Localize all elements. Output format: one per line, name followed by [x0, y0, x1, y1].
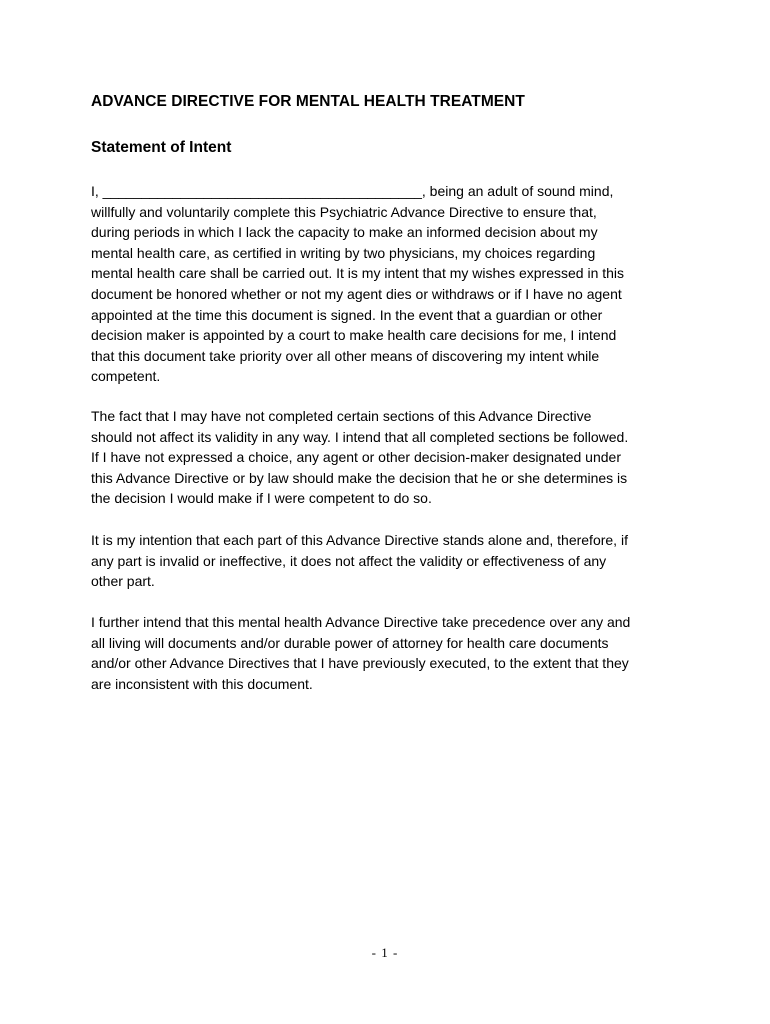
- paragraph-line: I further intend that this mental health Advance Directive take precedence over any and: [91, 614, 631, 630]
- paragraph-line: the decision I would make if I were competent to do so.: [91, 490, 432, 507]
- paragraph-line: willfully and voluntarily complete this Psychiatric Advance Directive to ensure that,: [91, 203, 597, 220]
- paragraph-line: during periods in which I lack the capacity to make an informed decision about my: [91, 224, 598, 241]
- paragraph-line: are inconsistent with this document.: [91, 675, 313, 692]
- paragraph-line: all living will documents and/or durable power of attorney for health care documents: [91, 634, 609, 651]
- paragraph-line: competent.: [91, 368, 161, 385]
- paragraph-line: It is my intention that each part of this Advance Directive stands alone and, therefore, if: [91, 532, 628, 548]
- section-heading: Statement of Intent: [91, 139, 232, 156]
- paragraph-validity: [91, 406, 691, 509]
- paragraph-line: I, _________________________________________, being an adult of sound mind,: [91, 183, 614, 199]
- paragraph-line: this Advance Directive or by law should make the decision that he or she determines is: [91, 469, 628, 486]
- paragraph-line: appointed at the time this document is signed. In the event that a guardian or other: [91, 306, 603, 323]
- paragraph-line: other part.: [91, 573, 155, 590]
- paragraph-line: that this document take priority over all other means of discovering my intent while: [91, 347, 600, 364]
- paragraph-line: mental health care shall be carried out. It is my intent that my wishes expressed in this: [91, 265, 625, 282]
- paragraph-line: and/or other Advance Directives that I have previously executed, to the extent that they: [91, 655, 629, 672]
- paragraph-line: decision maker is appointed by a court to make health care decisions for me, I intend: [91, 327, 617, 344]
- page-number: - 1 -: [371, 945, 399, 960]
- paragraph-line: any part is invalid or ineffective, it does not affect the validity or effectiveness of any: [91, 552, 607, 569]
- document-title: ADVANCE DIRECTIVE FOR MENTAL HEALTH TREATMENT: [91, 93, 525, 110]
- paragraph-statement-of-intent: [91, 181, 691, 387]
- paragraph-line: document be honored whether or not my agent dies or withdraws or if I have no agent: [91, 285, 622, 302]
- paragraph-line: If I have not expressed a choice, any agent or other decision-maker designated under: [91, 449, 621, 466]
- paragraph-line: mental health care, as certified in writing by two physicians, my choices regarding: [91, 244, 596, 261]
- paragraph-precedence: [91, 612, 691, 694]
- paragraph-line: should not affect its validity in any way. I intend that all completed sections be followed.: [91, 428, 629, 445]
- paragraph-severability: [91, 530, 691, 592]
- paragraph-line: The fact that I may have not completed certain sections of this Advance Directive: [91, 408, 592, 424]
